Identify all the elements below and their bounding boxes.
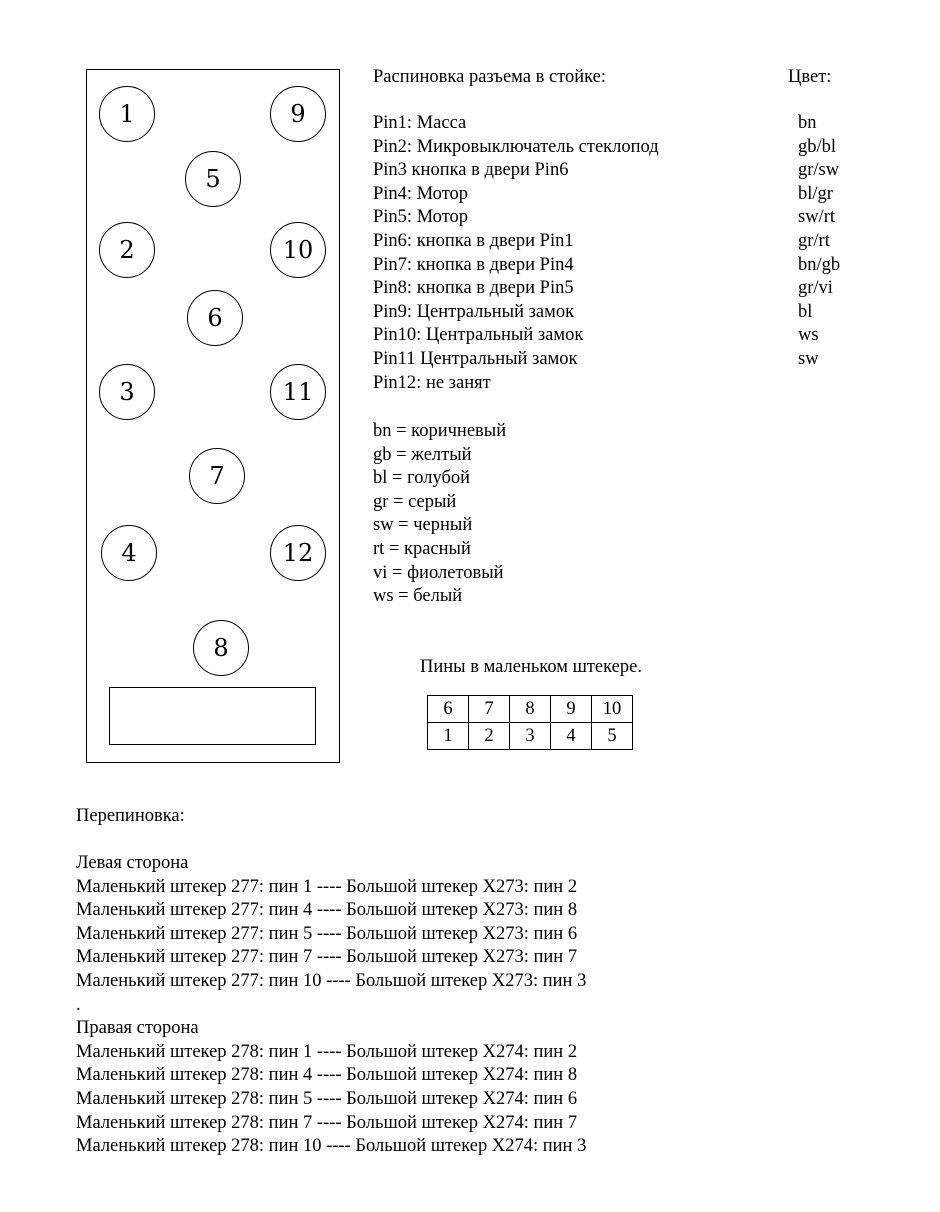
small-plug-cell: 3 — [510, 723, 551, 750]
legend-item: bn = коричневый — [373, 421, 507, 441]
repin-line: Маленький штекер 277: пин 4 ---- Большой штекер X273: пин 8 — [76, 900, 578, 921]
left-side-title: Левая сторона — [76, 853, 189, 873]
repin-line: Маленький штекер 277: пин 10 ---- Большой штекер X273: пин 3 — [76, 970, 587, 991]
pinout-row: Pin10: Центральный замок ws — [373, 324, 659, 348]
color-header: Цвет: — [788, 67, 832, 87]
wire-color: gr/vi — [798, 278, 833, 299]
pinout-row: Pin4: Мотор bl/gr — [373, 183, 659, 207]
wire-color: bn — [798, 113, 817, 133]
wire-color: bn/gb — [798, 254, 841, 275]
pin-circle-1: 1 — [99, 86, 155, 142]
pin-circle-3: 3 — [99, 364, 155, 420]
pin-circle-5: 5 — [185, 151, 241, 207]
pinout-row: Pin1: Масса bn — [373, 112, 659, 136]
separator-dot: . — [76, 994, 81, 1015]
legend-item: rt = красный — [373, 538, 471, 559]
repin-line: Маленький штекер 277: пин 7 ---- Большой штекер X273: пин 7 — [76, 947, 578, 968]
wire-color: ws — [798, 325, 819, 346]
small-plug-cell: 8 — [510, 696, 551, 723]
legend-item: sw = черный — [373, 515, 473, 536]
pin-circle-10: 10 — [270, 222, 326, 278]
wire-color: bl — [798, 301, 813, 322]
pin-circle-9: 9 — [270, 86, 326, 142]
pinout-title: Распиновка разъема в стойке: — [373, 67, 607, 87]
repin-line: Маленький штекер 277: пин 5 ---- Большой штекер X273: пин 6 — [76, 923, 578, 944]
small-plug-cell: 7 — [469, 696, 510, 723]
connector-diagram — [86, 69, 340, 763]
pinout-row: Pin7: кнопка в двери Pin4 bn/gb — [373, 254, 659, 278]
pin-circle-6: 6 — [187, 290, 243, 346]
repin-block — [76, 852, 586, 1159]
pin-circle-4: 4 — [101, 525, 157, 581]
pin-circle-12: 12 — [270, 525, 326, 581]
pinout-row: Pin6: кнопка в двери Pin1 gr/rt — [373, 230, 659, 254]
wire-color: gb/bl — [798, 136, 837, 157]
pinout-row: Pin12: не занят — [373, 372, 491, 393]
wire-color: bl/gr — [798, 183, 833, 204]
legend-item: gb = желтый — [373, 444, 472, 465]
pinout-row: Pin11 Центральный замок sw — [373, 348, 659, 372]
pin-circle-7: 7 — [189, 448, 245, 504]
right-side-title: Правая сторона — [76, 1018, 199, 1039]
pinout-row: Pin2: Микровыключатель стеклопод gb/bl — [373, 136, 659, 160]
pinout-row: Pin5: Мотор sw/rt — [373, 206, 659, 230]
repin-line: Маленький штекер 278: пин 4 ---- Большой штекер X274: пин 8 — [76, 1065, 578, 1086]
pinout-list — [373, 112, 841, 395]
wire-color: sw/rt — [798, 207, 835, 228]
wire-color: gr/rt — [798, 230, 830, 251]
repin-line: Маленький штекер 278: пин 1 ---- Большой штекер X274: пин 2 — [76, 1041, 578, 1062]
connector-latch — [109, 687, 316, 745]
small-plug-caption: Пины в маленьком штекере. — [420, 657, 642, 677]
pinout-row: Pin8: кнопка в двери Pin5 gr/vi — [373, 277, 659, 301]
small-plug-cell: 9 — [551, 696, 592, 723]
pinout-row: Pin3 кнопка в двери Pin6 gr/sw — [373, 159, 659, 183]
repin-line: Маленький штекер 277: пин 1 ---- Большой штекер X273: пин 2 — [76, 876, 578, 897]
small-plug-cell: 6 — [428, 696, 469, 723]
pin-circle-2: 2 — [99, 222, 155, 278]
pinout-row: Pin9: Центральный замок bl — [373, 301, 659, 325]
legend-item: bl = голубой — [373, 468, 471, 489]
small-plug-cell: 5 — [592, 723, 633, 750]
repin-title: Перепиновка: — [76, 806, 185, 826]
wire-color: gr/sw — [798, 160, 840, 181]
repin-line: Маленький штекер 278: пин 10 ---- Большой штекер X274: пин 3 — [76, 1136, 587, 1157]
wire-color: sw — [798, 348, 819, 369]
legend-item: gr = серый — [373, 491, 457, 512]
small-plug-top-row — [428, 696, 633, 723]
repin-line: Маленький штекер 278: пин 7 ---- Большой штекер X274: пин 7 — [76, 1112, 578, 1133]
small-plug-table — [427, 695, 633, 750]
small-plug-cell: 10 — [592, 696, 633, 723]
small-plug-bottom-row — [428, 723, 633, 750]
pin-circle-11: 11 — [270, 364, 326, 420]
repin-line: Маленький штекер 278: пин 5 ---- Большой штекер X274: пин 6 — [76, 1088, 578, 1109]
small-plug-cell: 1 — [428, 723, 469, 750]
legend-item: ws = белый — [373, 586, 463, 607]
small-plug-cell: 2 — [469, 723, 510, 750]
pin-circle-8: 8 — [193, 620, 249, 676]
small-plug-cell: 4 — [551, 723, 592, 750]
color-legend — [373, 420, 506, 609]
legend-item: vi = фиолетовый — [373, 562, 504, 583]
